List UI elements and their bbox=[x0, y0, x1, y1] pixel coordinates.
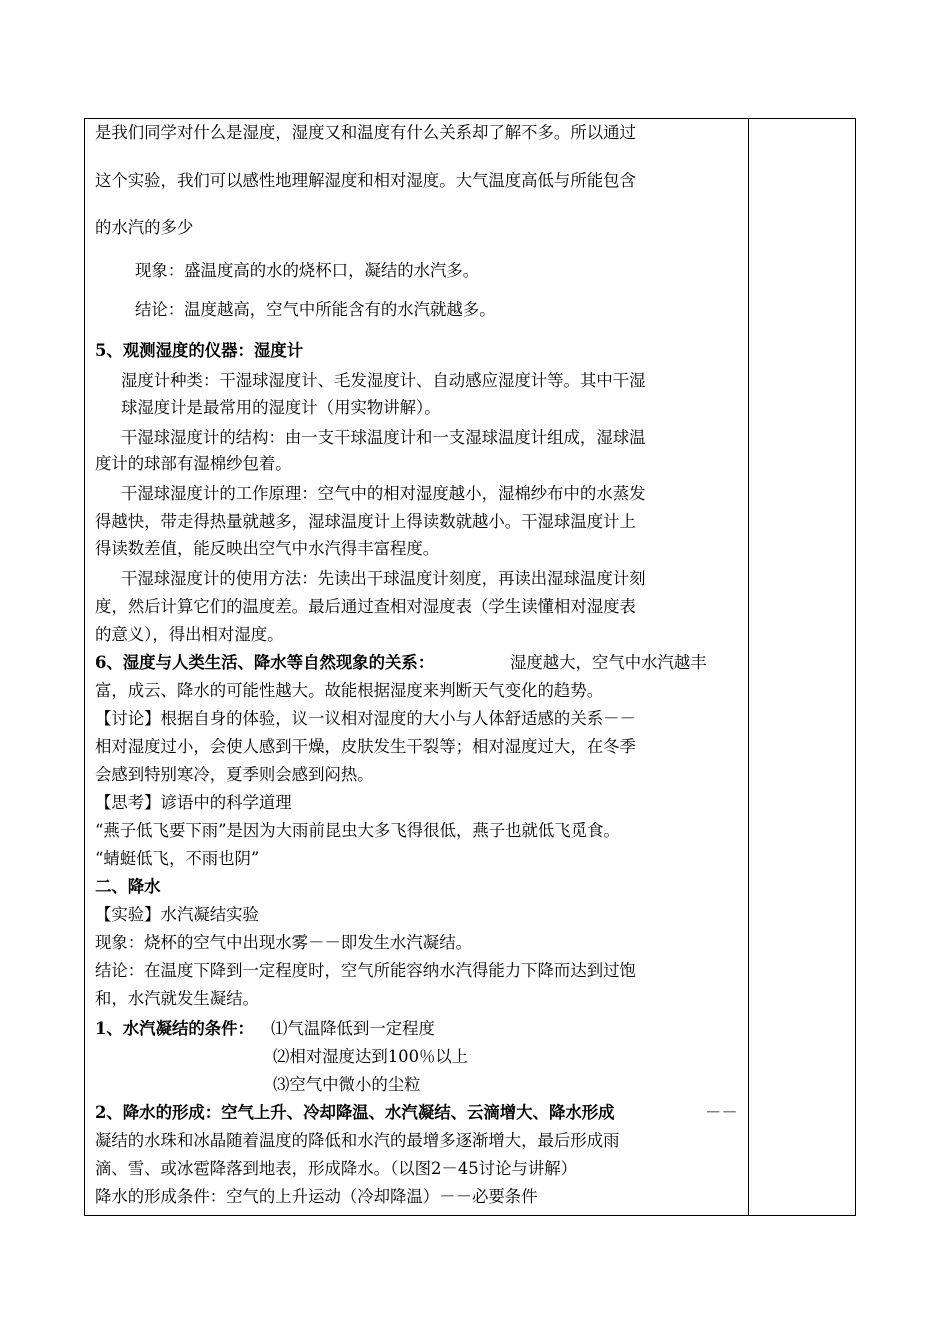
text-line: 富，成云、降水的可能性越大。故能根据湿度来判断天气变化的趋势。 bbox=[95, 681, 604, 700]
text-line: 度，然后计算它们的温度差。最后通过查相对湿度表（学生读懂相对湿度表 bbox=[95, 597, 636, 616]
text-line: 相对湿度过小，会使人感到干燥，皮肤发生干裂等；相对湿度过大，在冬季 bbox=[95, 737, 636, 756]
notes-column bbox=[748, 119, 749, 1215]
text-line: 干湿球湿度计的工作原理：空气中的相对湿度越小，湿棉纱布中的水蒸发 bbox=[121, 484, 646, 503]
conclusion-text: 结论：温度越高，空气中所能含有的水汽就越多。 bbox=[135, 300, 496, 319]
section-heading: 6、湿度与人类生活、降水等自然现象的关系： bbox=[95, 653, 435, 672]
section-heading: 2、降水的形成：空气上升、冷却降温、水汽凝结、云滴增大、降水形成 bbox=[95, 1103, 615, 1122]
section-heading: 1、水汽凝结的条件： bbox=[95, 1019, 254, 1038]
document-table bbox=[84, 118, 856, 1216]
text-line: 的水汽的多少 bbox=[95, 218, 194, 237]
text-line: 度计的球部有湿棉纱包着。 bbox=[95, 454, 292, 473]
thinking-text: 【思考】谚语中的科学道理 bbox=[95, 793, 292, 812]
text-line: 的意义），得出相对湿度。 bbox=[95, 625, 284, 644]
proverb-text: “燕子低飞要下雨”是因为大雨前昆虫大多飞得很低，燕子也就低飞觅食。 bbox=[95, 821, 620, 840]
text-line: 球湿度计是最常用的湿度计（用实物讲解）。 bbox=[121, 398, 441, 417]
text-line: 得读数差值，能反映出空气中水汽得丰富程度。 bbox=[95, 539, 440, 558]
discussion-text: 【讨论】根据自身的体验，议一议相对湿度的大小与人体舒适感的关系－－ bbox=[95, 709, 636, 728]
phenomenon-text: 现象：盛温度高的水的烧杯口，凝结的水汽多。 bbox=[135, 261, 480, 280]
text-line: 凝结的水珠和冰晶随着温度的降低和水汽的最增多逐渐增大，最后形成雨 bbox=[95, 1131, 620, 1150]
text-line: 湿度计种类：干湿球湿度计、毛发湿度计、自动感应湿度计等。其中干湿 bbox=[121, 371, 646, 390]
text-line: 降水的形成条件：空气的上升运动（冷却降温）－－必要条件 bbox=[95, 1187, 538, 1206]
text-line: 和，水汽就发生凝结。 bbox=[95, 989, 259, 1008]
conclusion-text: 结论：在温度下降到一定程度时，空气所能容纳水汽得能力下降而达到过饱 bbox=[95, 961, 636, 980]
text-line: 干湿球湿度计的结构：由一支干球温度计和一支湿球温度计组成，湿球温 bbox=[121, 428, 646, 447]
condition-item: ⑶空气中微小的尘粒 bbox=[273, 1075, 421, 1094]
experiment-text: 【实验】水汽凝结实验 bbox=[95, 905, 259, 924]
text-line: 得越快，带走得热量就越多，湿球温度计上得读数就越小。干湿球温度计上 bbox=[95, 512, 636, 531]
text-line: 滴、雪、或冰雹降落到地表，形成降水。（以图2－45讨论与讲解） bbox=[95, 1159, 578, 1178]
condition-item: ⑴气温降低到一定程度 bbox=[271, 1019, 435, 1038]
text-line: 会感到特别寒冷，夏季则会感到闷热。 bbox=[95, 765, 374, 784]
condition-item: ⑵相对湿度达到100％以上 bbox=[273, 1047, 469, 1066]
text-line: －－ bbox=[705, 1103, 738, 1122]
phenomenon-text: 现象：烧杯的空气中出现水雾－－即发生水汽凝结。 bbox=[95, 933, 472, 952]
text-line: 这个实验，我们可以感性地理解湿度和相对湿度。大气温度高低与所能包含 bbox=[95, 171, 636, 190]
proverb-text: “蜻蜓低飞，不雨也阴” bbox=[95, 849, 260, 868]
section-heading: 二、降水 bbox=[95, 877, 161, 896]
text-line: 是我们同学对什么是湿度，湿度又和温度有什么关系却了解不多。所以通过 bbox=[95, 123, 636, 142]
text-line: 干湿球湿度计的使用方法：先读出干球温度计刻度，再读出湿球温度计刻 bbox=[121, 569, 646, 588]
text-line: 湿度越大，空气中水汽越丰 bbox=[510, 653, 707, 672]
section-heading: 5、观测湿度的仪器：湿度计 bbox=[95, 341, 304, 360]
